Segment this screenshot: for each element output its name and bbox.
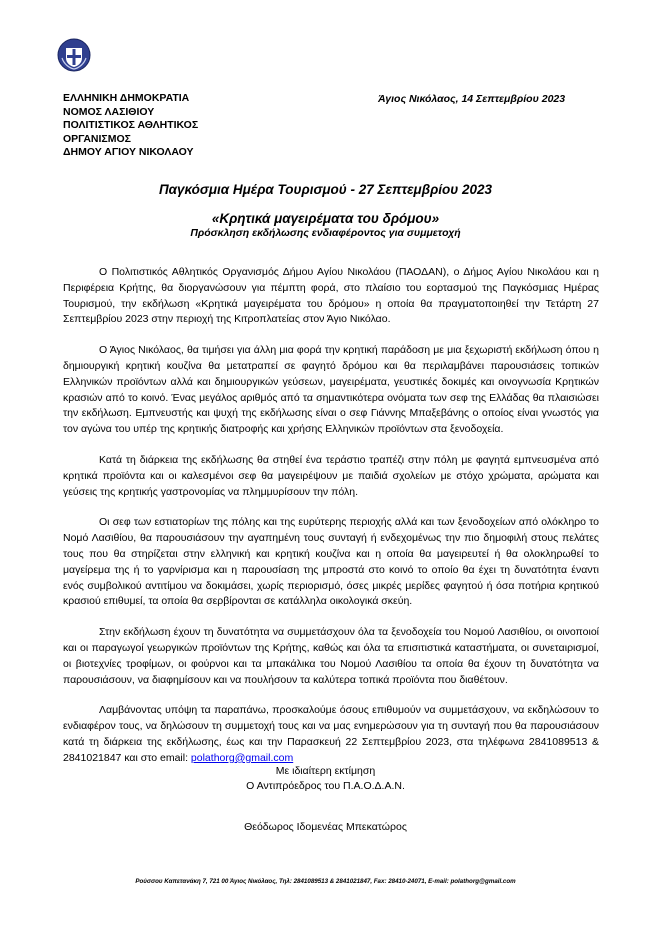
invitation-subtitle: Πρόσκληση εκδήλωσης ενδιαφέροντος για συμμετοχή <box>190 227 461 239</box>
signatory-name: Θεόδωρος Ιδομενέας Μπεκατώρος <box>244 821 407 833</box>
document-body <box>63 265 599 782</box>
paragraph <box>63 703 599 766</box>
issuer-line: ΠΟΛΙΤΙΣΤΙΚΟΣ ΑΘΛΗΤΙΚΟΣ <box>63 119 199 131</box>
paragraph: Οι σεφ των εστιατορίων της πόλης και της ευρύτερης περιοχής αλλά και των ξενοδοχείων από ολόκληρο το Νομό Λασιθίου, θα παρουσιάσουν την αγαπημένη τους συνταγή ή ενδεχομένως την πιο δημοφιλή στους πελάτες τους που θα στηρίζεται στην ελληνική και κρητική κουζίνα και η οποία θα μαγειρευτεί ή θα ολοκληρωθεί το μαγείρεμα της ή το γαρνίρισμα και η παρουσίαση της μπροστά στο κοινό το οποίο θα έχει τη δυνατότητα έναντι ενός συμβολικού αντιτίμου να δοκιμάσει, χωρίς περιορισμό, όσες μικρές μερίδες φαγητού ή όσα ποτήρια κρητικού κρασιού επιθυμεί, τα οποία θα σερβίρονται σε κατάλληλα οικολογικά σκεύη. <box>63 516 599 608</box>
paragraph: Ο Άγιος Νικόλαος, θα τιμήσει για άλλη μια φορά την κρητική παράδοση με μια ξεχωριστή εκδήλωση όπου η δημιουργική κρητική κουζίνα θα μετατραπεί σε φαγητό δρόμου και θα περιλαμβάνει παρουσιάσεις τοπικών Ελληνικών προϊόντων αλλά και δημιουργικών γεύσεων, μαγειρέματα, γευστικές δοκιμές και οινογνωσία Κρητικών κρασιών από το κοινό. Ένας μεγάλος αριθμός από τα σημαντικότερα ονόματα των σεφ της Ελλάδας θα πλαισιώσει την εκδήλωση. Εμπνευστής και ψυχή της εκδήλωσης είναι ο σεφ Γιάννης Μπαξεβάνης ο οποίος είναι γνωστός για τον αγώνα του υπέρ της κρητικής διατροφής και χρήσης Ελληνικών προϊόντων στα ξενοδοχεία. <box>63 344 599 436</box>
closing-block <box>0 764 651 794</box>
paragraph-text: Λαμβάνοντας υπόψη τα παραπάνω, προσκαλούμε όσους επιθυμούν να συμμετάσχουν, να εκδηλώσουν το ενδιαφέρον τους, να δηλώσουν τη συμμετοχή τους και να μας ενημερώσουν για τη συνταγή που θα παρουσιάσουν κατά τη διάρκεια της εκδήλωσης, έως και την Παρασκευή 22 Σεπτεμβρίου 2023, στα τηλέφωνα 2841089513 & 2841021847 και στο email: <box>63 704 599 764</box>
issuer-line: ΔΗΜΟΥ ΑΓΙΟΥ ΝΙΚΟΛΑΟΥ <box>63 146 194 158</box>
paragraph: Κατά τη διάρκεια της εκδήλωσης θα στηθεί ένα τεράστιο τραπέζι στην πόλη με φαγητά εμπνευσμένα από κρητικά προϊόντα και οι καλεσμένοι σεφ θα μαγειρέψουν με παιδιά σχολείων με στόχο χρώματα, αρώματα και γεύσεις της κρητικής γαστρονομίας να πλημμυρίσουν την πόλη. <box>63 453 599 498</box>
issuer-line: ΟΡΓΑΝΙΣΜΟΣ <box>63 132 131 145</box>
event-name: «Κρητικά μαγειρέματα του δρόμου» <box>211 211 440 226</box>
dateline: Άγιος Νικόλαος, 14 Σεπτεμβρίου 2023 <box>378 93 566 105</box>
paragraph: Ο Πολιτιστικός Αθλητικός Οργανισμός Δήμου Αγίου Νικολάου (ΠΑΟΔΑΝ), ο Δήμος Αγίου Νικολάου και η Περιφέρεια Κρήτης, θα διοργανώσουν για πέμπτη φορά, στο πλαίσιο του εορτασμού της Παγκόσμιας Ημέρας Τουρισμού, την εκδήλωση «Κρητικά μαγειρέματα του δρόμου» η οποία θα πραγματοποιηθεί την Τετάρτη 27 Σεπτεμβρίου 2023 στην περιοχή της Κιτροπλατείας στον Άγιο Νικόλαο. <box>63 266 599 326</box>
email-link[interactable]: polathorg@gmail.com <box>190 751 294 764</box>
document-title: Παγκόσμια Ημέρα Τουρισμού - 27 Σεπτεμβρίου 2023 <box>158 182 493 197</box>
signatory-role: Ο Αντιπρόεδρος του Π.Α.Ο.Δ.Α.Ν. <box>246 780 405 792</box>
footer-contact: Ρούσσου Καπετανάκη 7, 721 00 Άγιος Νικόλαος, Τηλ: 2841089513 & 2841021847, Fax: 28410-24071, E-mail: polathorg@gmail.com <box>135 878 516 885</box>
issuer-block <box>63 92 198 160</box>
issuer-line: ΕΛΛΗΝΙΚΗ ΔΗΜΟΚΡΑΤΙΑ <box>63 92 190 104</box>
issuer-line: ΝΟΜΟΣ ΛΑΣΙΘΙΟΥ <box>63 105 155 118</box>
greek-coat-of-arms-icon <box>57 38 91 72</box>
closing-regards: Με ιδιαίτερη εκτίμηση <box>275 765 376 777</box>
signatory-block <box>0 820 651 835</box>
paragraph: Στην εκδήλωση έχουν τη δυνατότητα να συμμετάσχουν όλα τα ξενοδοχεία του Νομού Λασιθίου, οι οινοποιοί και οι παραγωγοί γεωργικών προϊόντων της Κρήτης, καθώς και όλα τα επισιτιστικά καταστήματα, οι συνεταιρισμοί, οι βιοτεχνίες τροφίμων, οι φούρνοι και τα μπακάλικα του Νομού Λασιθίου τα οποία θα έχουν τη δυνατότητα να παρουσιάσουν, να διαφημίσουν και να πουλήσουν τα καλύτερα τοπικά προϊόντα που διαθέτουν. <box>63 626 599 686</box>
